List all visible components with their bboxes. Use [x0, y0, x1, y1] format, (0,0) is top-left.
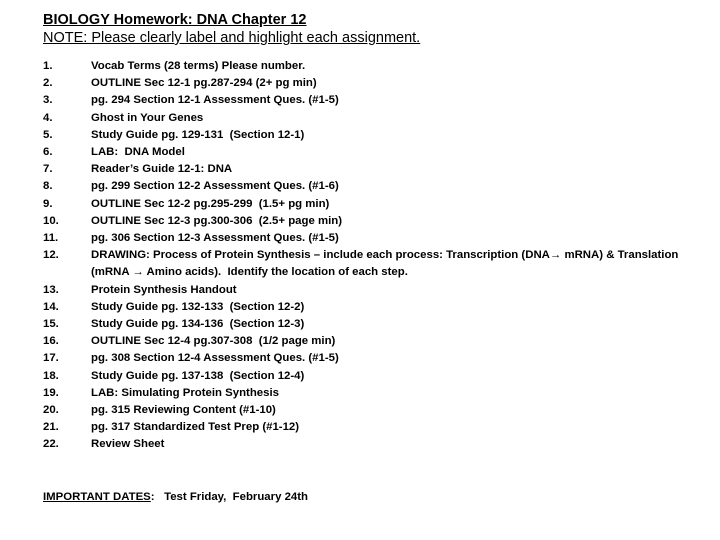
- list-item-text: Ghost in Your Genes: [91, 111, 204, 124]
- list-item-text: OUTLINE Sec 12-2 pg.295-299 (1.5+ pg min): [91, 197, 330, 210]
- important-dates-text: Test Friday, February 24th: [154, 491, 308, 503]
- list-item-text: pg. 315 Reviewing Content (#1-10): [91, 404, 276, 417]
- list-item: [43, 178, 683, 195]
- list-item: [43, 92, 683, 109]
- list-item-text: LAB: Simulating Protein Synthesis: [91, 386, 279, 399]
- list-item: [43, 230, 683, 247]
- list-item: [43, 144, 683, 161]
- list-item: [43, 247, 683, 281]
- list-item: [43, 127, 683, 144]
- list-item-text: DRAWING: Process of Protein Synthesis – include each process: Transcription (DNA→ mRNA) & Translation (mRNA → Amino acids). Identify the location of each step.: [91, 249, 682, 279]
- list-item: [43, 75, 683, 92]
- important-dates-label: IMPORTANT DATES: [43, 491, 151, 503]
- list-item: [43, 419, 683, 436]
- important-dates: [43, 491, 308, 503]
- list-item-text: OUTLINE Sec 12-4 pg.307-308 (1/2 page min): [91, 335, 336, 348]
- list-item-text: OUTLINE Sec 12-3 pg.300-306 (2.5+ page min): [91, 214, 343, 227]
- list-item-number: 5.: [43, 128, 53, 141]
- list-item-number: 21.: [43, 421, 59, 434]
- list-item-text: pg. 317 Standardized Test Prep (#1-12): [91, 421, 300, 434]
- important-dates-separator: :: [150, 491, 155, 503]
- list-item-text: LAB: DNA Model: [91, 146, 185, 159]
- list-item: [43, 333, 683, 350]
- list-item-number: 22.: [43, 438, 59, 451]
- assignment-list: [43, 58, 683, 454]
- list-item-text: Protein Synthesis Handout: [91, 283, 237, 296]
- list-item-text: Reader’s Guide 12-1: DNA: [91, 163, 233, 176]
- list-item-text: pg. 306 Section 12-3 Assessment Ques. (#1-5): [91, 232, 339, 245]
- list-item-number: 16.: [43, 335, 59, 348]
- list-item-text: Study Guide pg. 132-133 (Section 12-2): [91, 300, 305, 313]
- list-item-number: 10.: [43, 214, 59, 227]
- list-item-number: 9.: [43, 197, 53, 210]
- list-item: [43, 368, 683, 385]
- list-item-number: 11.: [43, 232, 59, 245]
- list-item: [43, 282, 683, 299]
- list-item-number: 1.: [43, 60, 53, 72]
- page-title: BIOLOGY Homework: DNA Chapter 12: [43, 12, 307, 28]
- page-note: NOTE: Please clearly label and highlight each assignment.: [43, 30, 421, 46]
- list-item-number: 4.: [43, 111, 53, 124]
- list-item-number: 8.: [43, 180, 53, 193]
- list-item: [43, 213, 683, 230]
- list-item: [43, 436, 683, 453]
- list-item-text: Review Sheet: [91, 438, 165, 451]
- list-item-number: 6.: [43, 146, 53, 159]
- list-item: [43, 58, 683, 75]
- list-item-text: Study Guide pg. 134-136 (Section 12-3): [91, 318, 305, 331]
- list-item: [43, 402, 683, 419]
- list-item: [43, 196, 683, 213]
- list-item-number: 12.: [43, 249, 59, 262]
- list-item-text: Study Guide pg. 137-138 (Section 12-4): [91, 369, 305, 382]
- list-item-text: OUTLINE Sec 12-1 pg.287-294 (2+ pg min): [91, 77, 317, 90]
- list-item: [43, 385, 683, 402]
- list-item: [43, 110, 683, 127]
- list-item-number: 3.: [43, 94, 53, 107]
- list-item-number: 17.: [43, 352, 59, 365]
- list-item: [43, 316, 683, 333]
- list-item-number: 14.: [43, 300, 59, 313]
- list-item-text: pg. 308 Section 12-4 Assessment Ques. (#1-5): [91, 352, 339, 365]
- list-item-text: Study Guide pg. 129-131 (Section 12-1): [91, 128, 305, 141]
- list-item: [43, 161, 683, 178]
- list-item-text: pg. 299 Section 12-2 Assessment Ques. (#1-6): [91, 180, 339, 193]
- list-item-number: 18.: [43, 369, 59, 382]
- list-item-text: Vocab Terms (28 terms) Please number.: [91, 60, 306, 72]
- list-item-number: 15.: [43, 318, 59, 331]
- list-item-number: 13.: [43, 283, 59, 296]
- list-item: [43, 299, 683, 316]
- list-item-number: 7.: [43, 163, 53, 176]
- list-item-number: 19.: [43, 386, 59, 399]
- list-item-number: 20.: [43, 404, 59, 417]
- list-item-text: pg. 294 Section 12-1 Assessment Ques. (#1-5): [91, 94, 339, 107]
- list-item-number: 2.: [43, 77, 53, 90]
- list-item: [43, 350, 683, 367]
